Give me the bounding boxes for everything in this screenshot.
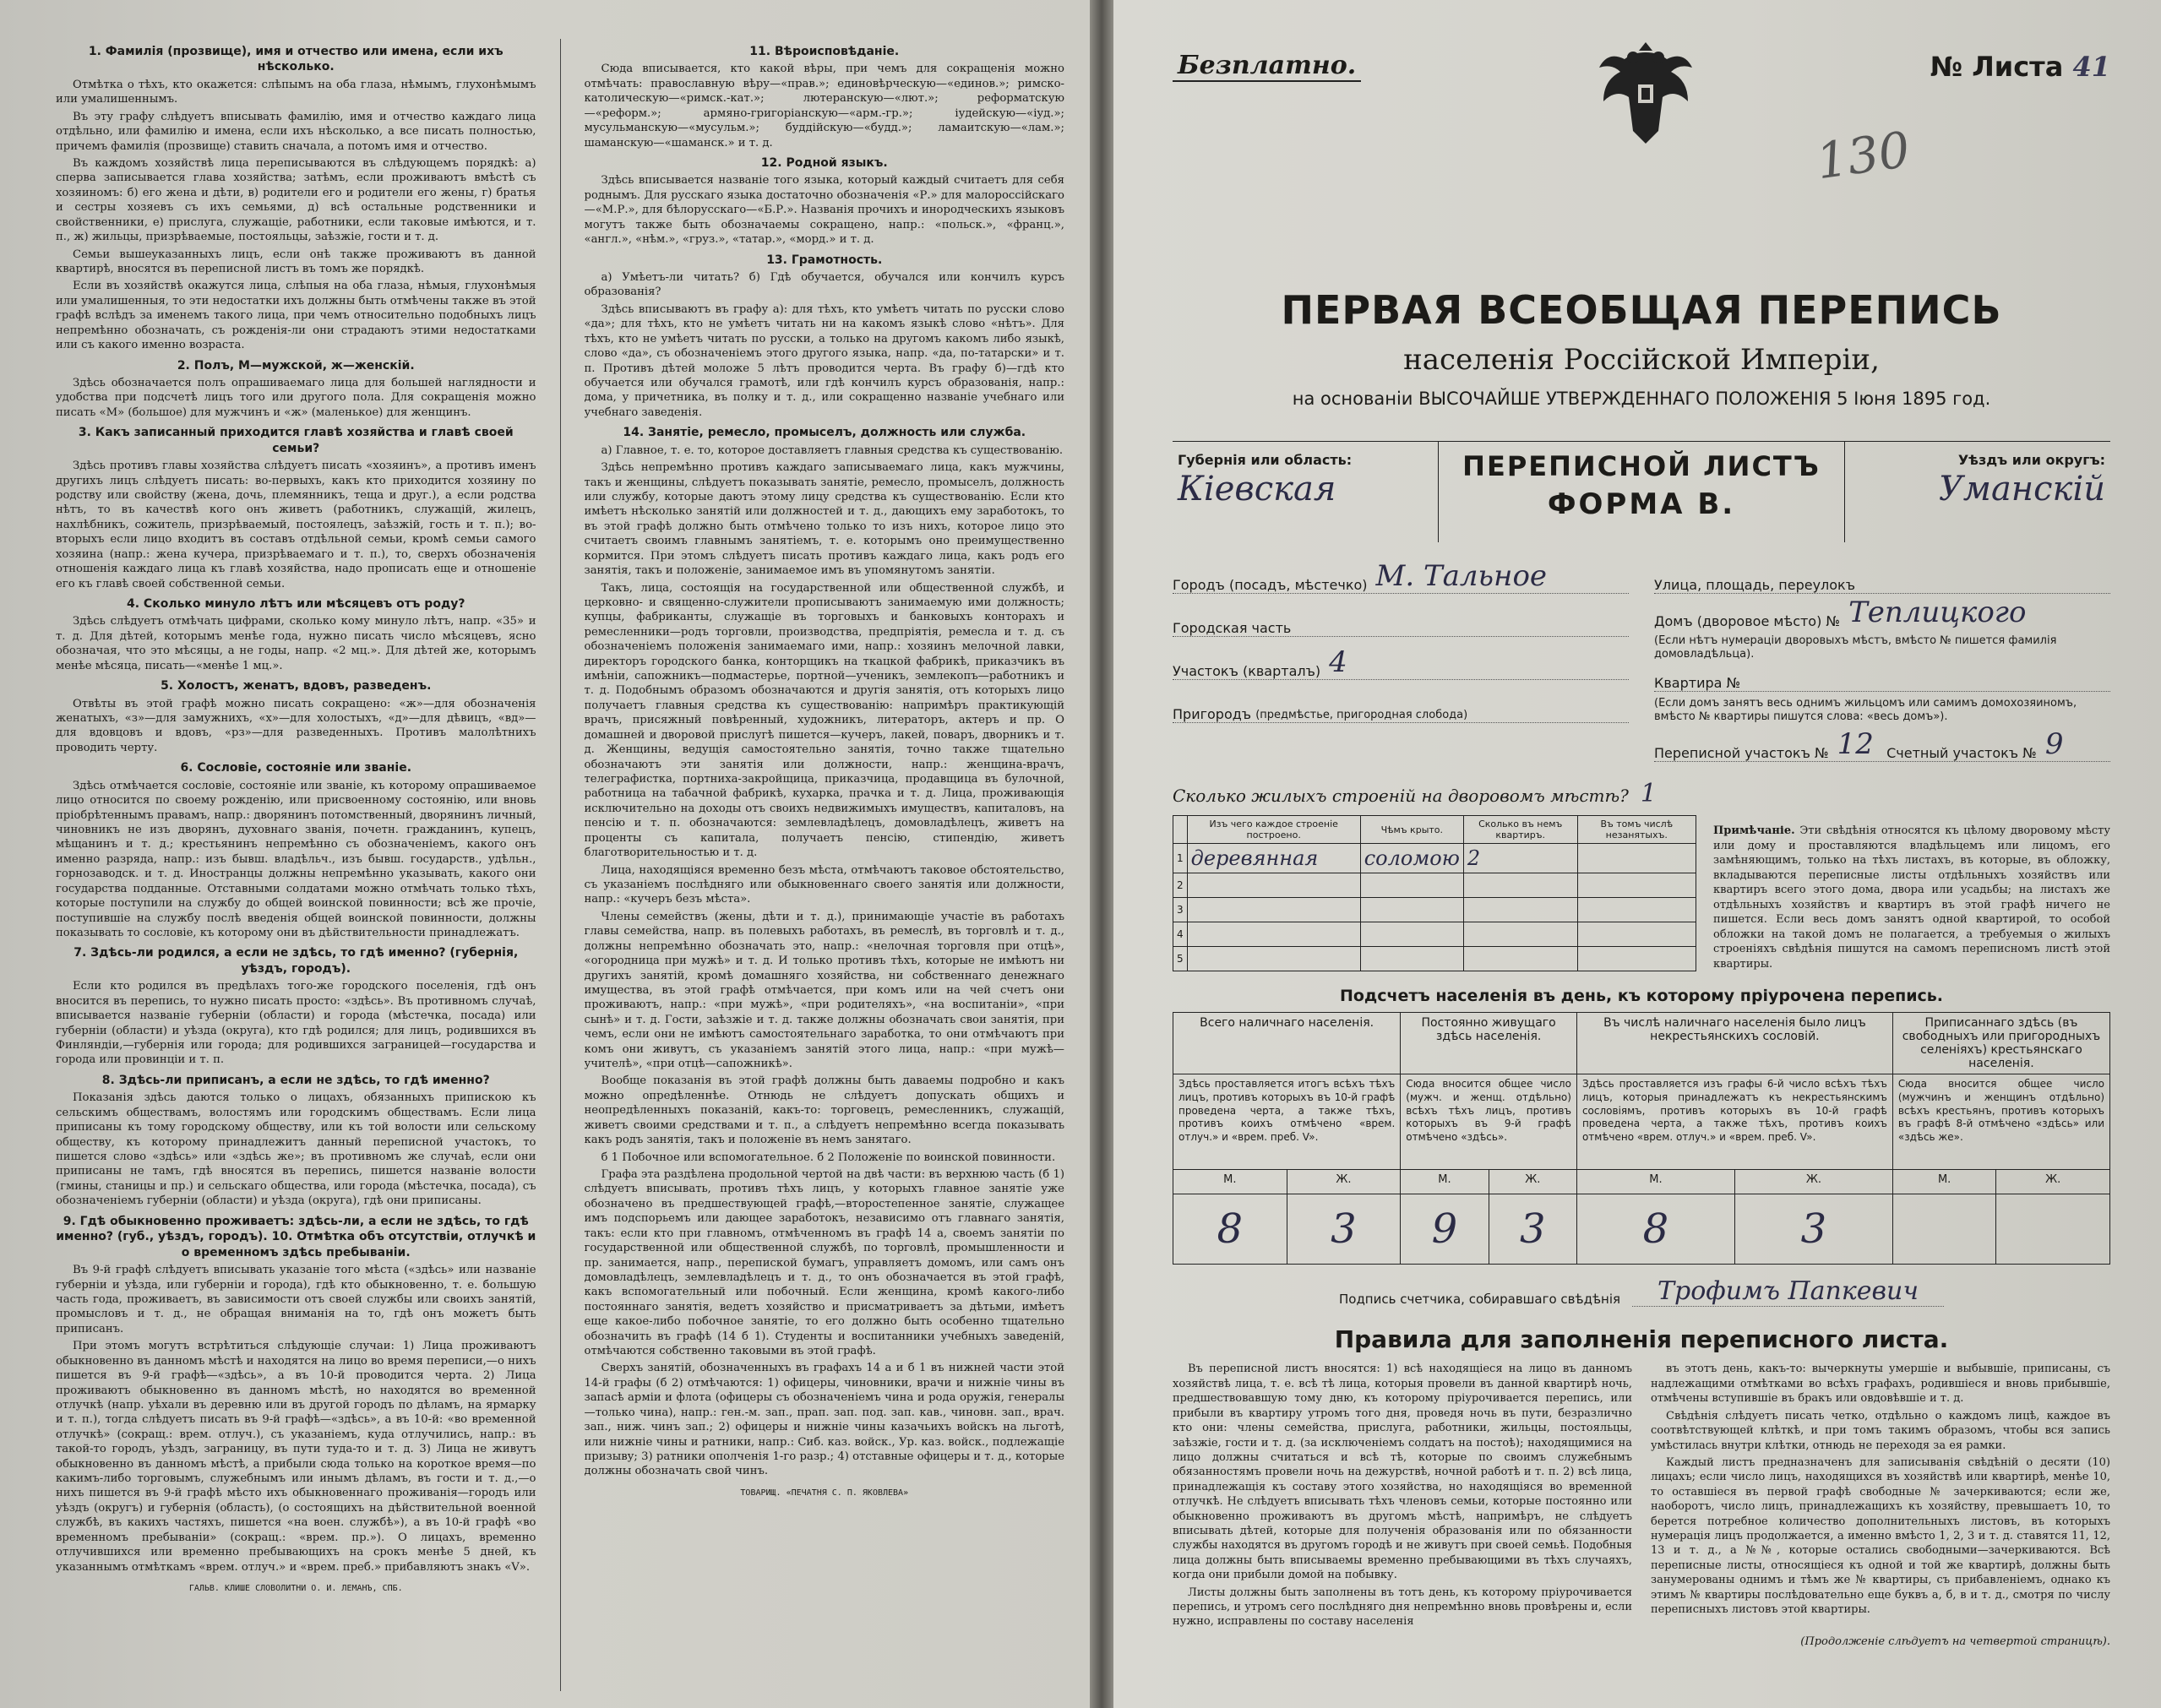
paragraph: Здѣсь слѣдуетъ отмѣчать цифрами, сколько кому минуло лѣтъ, напр. «35» и т. д. Для дѣтей, которымъ менѣе года, нужно писать число мѣсяцевъ, ясно обозначая, что это мѣсяцы, а не годы, напр. «2 мц.». Для дѣтей же, которымъ менѣе мѣсяца, писать—«менѣе 1 мц.». [56,615,536,672]
table-cell [1187,922,1360,947]
ulitsa-label: Улица, площадь, переулокъ [1654,577,1856,593]
male-count [1892,1194,1996,1265]
table-cell [1577,844,1696,873]
table-cell [1577,898,1696,922]
row-number: 4 [1173,922,1188,947]
book-gutter [1090,0,1113,1708]
paragraph: Графа эта раздѣлена продольной чертой на двѣ части: въ верхнюю часть (б 1) слѣдуетъ вписывать, противъ тѣхъ лицъ, у которыхъ главное занятіе уже обозначено въ предшествующей графѣ,—второстепенное занятіе, служащее имъ подспорьемъ или дающее заработокъ, независимо отъ главнаго занятія, такъ: если кто при главномъ, отмѣченномъ въ графѣ 14 а, своемъ занятіи по государственной или общественной службѣ, по торговлѣ, промышленности и пр. занимается, напр., перепиской бумагъ, управляетъ домомъ, или самъ онъ домовладѣлецъ, землевладѣлецъ и т. д., то онъ обозначается въ этой графѣ, какъ вспомогательный или побочный. Если женщина, кромѣ какого-либо постояннаго занятія, ведетъ хозяйство и присматриваетъ за дѣтьми, имѣетъ еще какое-либо побочное занятіе, то его должно быть особенно тщательно обозначить въ графѣ (14 б 1). Студенты и воспитанники учебныхъ заведеній, отмѣчаются собственно таковыми въ этой графѣ. [584,1167,1064,1358]
paragraph: б 1 Побочное или вспомогательное. б 2 Положеніе по воинской повинности. [601,1150,1056,1164]
paragraph: Здѣсь вписываютъ въ графу а): для тѣхъ, кто умѣетъ читать по русски слово «да»; для тѣхъ, кто не умѣетъ читать ни на какомъ языкѣ слово «нѣтъ». Для тѣхъ, кто не умѣетъ читать по русски, а только на другомъ какомъ либо языкѣ, слово «да», съ обозначеніемъ этого другого языка, напр. «да, по-татарски» и т. п. Противъ дѣтей моложе 5 лѣтъ проводится черта. Въ графу б)—гдѣ кто обучается или обучался грамотѣ, или гдѣ кончилъ курсъ образованія, напр.: дома, у причетника, въ полку и т. д., или сокращенно названіе учебнаго или учебнаго заведенія. [584,302,1064,419]
section-heading: 13. Грамотность. [766,253,883,267]
paragraph: Въ 9-й графѣ слѣдуетъ вписывать указаніе того мѣста («здѣсь» или названіе губерніи и уѣзда, или губерніи и города), гдѣ кто обыкновенно, т. е. большую часть года, проживаетъ, въ зависимости отъ своей службы или своихъ занятій, промысловъ и т. д., не обращая вниманія на то, гдѣ онъ можетъ быть приписанъ. [56,1264,536,1335]
section-heading: 11. Вѣроисповѣданіе. [749,45,900,58]
table-cell [1577,922,1696,947]
paragraph: Въ каждомъ хозяйствѣ лица переписываются въ слѣдующемъ порядкѣ: а) сперва записывается глава хозяйства; затѣмъ, если проживаютъ вмѣстѣ съ хозяиномъ: б) его жена и дѣти, в) родители его и родители его жены, г) братья и сестры хозяевъ съ ихъ семьями, д) всѣ остальные родственники и свойственники, е) прислуга, служащіе, работники, если таковые имѣются, и т. п., ж) жильцы, призрѣваемые, постояльцы, заѣзжіе, гости и т. д. [56,157,536,244]
table-cell [1463,898,1577,922]
population-count-table [1173,1012,2110,1265]
section-heading: 12. Родной языкъ. [760,156,888,170]
table-cell [1463,873,1577,898]
census-subtitle: населенія Россійской Имперіи, [1403,343,1880,377]
paragraph: Сверхъ занятій, обозначенныхъ въ графахъ 14 а и б 1 въ нижней части этой 14-й графы (б 2) отмѣчаются: 1) офицеры, чиновники, врачи и нижніе чины въ запасѣ арміи и флота (офицеры съ обозначеніемъ чина и рода оружія, генералы—только чина), напр.: ген.-м. зап., прап. зап. под. зап. кав., чиновн. зап., врач. зап., ниж. чинъ зап.; 2) офицеры и нижніе чины казачьихъ войскъ на льготѣ, или нижніе чины и ратники, напр.: Сиб. каз. войск., Ур. каз. войск., подлежащіе призыву; 3) ратники ополченія 1-го разр.; 4) отставные офицеры и т. д., которые должны обозначать свой чинъ. [584,1362,1064,1478]
rules-paragraph: Листы должны быть заполнены въ тотъ день, къ которому пріурочивается перепись, и утромъ сего послѣдняго дня непремѣнно вновь провѣрены и, если нужно, исправлены по составу населенія [1173,1586,1632,1629]
section-heading: 9. Гдѣ обыкновенно проживаетъ: здѣсь-ли, а если не здѣсь, то гдѣ именно? (губ., уѣздъ, городъ). 10. Отмѣтка объ отсутствіи, отлучкѣ и о временномъ здѣсь пребываніи. [56,1214,536,1259]
chast-label: Городская часть [1173,620,1292,636]
form-header [1173,441,2110,542]
male-label: М. [1173,1170,1287,1194]
kvartira-line [1654,662,2110,692]
signature-label: Подпись счетчика, собиравшаго свѣдѣнія [1338,1292,1621,1308]
paragraph: а) Умѣетъ-ли читать? б) Гдѣ обучается, обучался или кончилъ курсъ образованія? [584,271,1064,299]
rules-continued: (Продолженіе слѣдуетъ на четвертой страницѣ). [1800,1635,2110,1648]
rules-column-left [1173,1362,1632,1631]
census-decree: на основаніи ВЫСОЧАЙШЕ УТВЕРЖДЕННАГО ПОЛОЖЕНІЯ 5 Іюня 1895 год. [1292,389,1991,409]
female-label: Ж. [1734,1170,1892,1194]
table-cell [1360,947,1463,971]
section-heading: 5. Холостъ, женатъ, вдовъ, разведенъ. [161,679,432,694]
instructions-column-1 [56,39,536,1691]
table-cell [1360,898,1463,922]
paragraph: Показанія здѣсь даются только о лицахъ, обязанныхъ припискою къ сельскимъ обществамъ, волостямъ или городскимъ обществамъ. Если лица приписаны къ тому городскому обществу, или къ той волости или сельскому обществу, къ которому принадлежитъ данный переписной участокъ, то пишется слово «здѣсь» или «здѣсь же»; въ противномъ же случаѣ, если они приписаны не тамъ, гдѣ вносятся въ перепись, пишется названіе волости (гмины, станицы и пр.) и сельскаго общества, или города (мѣстечка, посада), съ обозначеніемъ губерніи (области) и уѣзда (округа), гдѣ они приписаны. [56,1091,536,1208]
guberniya-field [1173,441,1438,542]
female-label: Ж. [1287,1170,1401,1194]
signature-value: Трофимъ Папкевич [1632,1276,1944,1307]
note-text: Эти свѣдѣнія относятся къ цѣлому дворовому мѣсту или дому и проставляются владѣльцемъ или лицомъ, его замѣняющимъ, только на тѣхъ листахъ, въ которые, въ обложку, вкладываются переписные листы отдѣльныхъ хозяйствъ или квартиръ всего этого дома, двора или усадьбы; на листахъ же отдѣльныхъ хозяйствъ и квартиръ въ этой графѣ ничего не пишется. Если весь домъ занятъ одной квартирой, то особой обложки на такой домъ не полагается, а требуемыя о жилыхъ строеніяхъ свѣдѣнія пишутся на самомъ переписномъ листѣ этой квартиры. [1713,824,2110,971]
male-label: М. [1576,1170,1734,1194]
count-header: Въ числѣ наличнаго населенія было лицъ некрестьянскихъ сословій. [1576,1013,1892,1074]
paragraph: Семьи вышеуказанныхъ лицъ, если онѣ также проживаютъ въ данной квартирѣ, вносятся въ переписной листъ въ томъ же порядкѣ. [56,247,536,275]
rules-column-right [1651,1362,2110,1631]
perep-uchastok-value: 12 [1837,727,1874,761]
male-count: 9 [1401,1194,1489,1265]
paragraph: Въ эту графу слѣдуетъ вписывать фамилію, имя и отчество каждаго лица отдѣльно, или фамилію и имена, если ихъ нѣсколько, а все писать полностью, причемъ фамилія (прозвище) ставить сначала, а потомъ имя и отчество. [56,110,536,153]
row-number: 3 [1173,898,1188,922]
table-row [1173,922,1696,947]
uezd-label: Уѣздъ или округъ: [1957,452,2105,468]
table-cell [1577,873,1696,898]
paragraph: При этомъ могутъ встрѣтиться слѣдующіе случаи: 1) Лица проживаютъ обыкновенно въ данномъ мѣстѣ и находятся на лицо во время переписи,—о нихъ пишется въ 9-й графѣ—«здѣсь», а въ 10-й проводится черта. 2) Лица проживаютъ обыкновенно въ данномъ мѣстѣ, но находятся во временной отлучкѣ (напр. уѣхали въ деревню или въ другой городъ по дѣламъ, на ярмарку и т. п.), тогда слѣдуетъ писать въ 9-й графѣ—«здѣсь», а въ 10-й: «во временной отлучкѣ» (сокращ.: врем. отлуч.), съ указаніемъ, куда отлучились, напр.: въ такой-то городъ, уѣздъ, заграницу, въ пути туда-то и т. д. 3) Лица не живутъ обыкновенно въ данномъ мѣстѣ, а прибыли сюда только на короткое время—по какимъ-либо торговымъ, служебнымъ или инымъ дѣламъ, въ гости и т. д.,—о нихъ пишется въ 9-й графѣ мѣсто ихъ обыкновеннаго проживанія—городъ или уѣздъ (округъ) и губернія (область), (о состоящихъ на дѣйствительной военной службѣ, въ какихъ частяхъ, пишется «на воен. службѣ»), а въ 10-й графѣ «во временномъ пребываніи» (сокращ.: «врем. пр.»). О лицахъ, временно отлучившихся или временно пребывающихъ на срокъ менѣе 5 дней, къ указаннымъ отмѣткамъ «врем. отлуч.» и «врем. преб.» прибавляютъ знакъ «V». [56,1340,536,1574]
uchastok-value: 4 [1329,645,1347,679]
table-cell [1463,947,1577,971]
table-cell [1360,922,1463,947]
count-description: Здѣсь проставляется изъ графы 6-й число всѣхъ тѣхъ лицъ, которыя принадлежатъ къ некрестьянскимъ сословіямъ, противъ которыхъ въ 10-й графѣ проведена черта, а также тѣхъ, противъ коихъ отмѣчено «врем. отлуч.» и «врем. преб. V». [1576,1074,1892,1170]
buildings-question [1173,779,2110,808]
schet-uchastok-value: 9 [2044,727,2064,761]
male-label: М. [1892,1170,1996,1194]
male-count: 8 [1173,1194,1287,1265]
buildings-table [1173,815,1696,971]
uchastok-label: Участокъ (кварталъ) [1173,663,1321,679]
paragraph: Здѣсь противъ главы хозяйства слѣдуетъ писать «хозяинъ», а противъ именъ другихъ лицъ слѣдуетъ писать: во-первыхъ, какъ кто приходится хозяину по родству или свойству (жена, дочь, племянникъ, теща и друг.), а если родства нѣтъ, то въ качествѣ кого онъ живетъ (работникъ, служащій, жилецъ, нахлѣбникъ, сожитель, призрѣваемый, постоялецъ, заѣзжій, гость и т. п.); во-вторыхъ если лицо входитъ въ составъ отдѣльной семьи, кромѣ семьи самого хозяина (напр.: жена кучера, призрѣваемаго и т. п.), то, сверхъ обозначенія отношенія каждаго лица къ главѣ хозяйства, надо прописать еще и отношеніе его къ главѣ своей собственной семьи. [56,460,536,590]
dom-line [1654,596,2110,629]
prigorod-label: Пригородъ [1173,706,1252,722]
paragraph: Сюда вписывается, кто какой вѣры, при чемъ для сокращенія можно отмѣчать: православную вѣру—«прав.»; единовѣрческую—«единов.»; римско-католическую—«римск.-кат.»; лютеранскую—«лют.»; реформатскую—«реформ.»; армяно-григоріанскую—«арм.-гр.»; іудейскую—«іуд.»; мусульманскую—«мусульм.»; буддійскую—«будд.»; ламаитскую—«лам.»; шаманскую—«шаманск.» и т. д. [584,63,1064,150]
male-label: М. [1401,1170,1489,1194]
free-label: Безплатно. [1173,51,1361,82]
female-count: 3 [1287,1194,1401,1265]
paragraph: Здѣсь непремѣнно противъ каждаго записываемаго лица, какъ мужчины, такъ и женщины, слѣдуетъ показывать занятіе, ремесло, промыселъ, должность или службу, которые даютъ этому лицу средства къ существованію. Если кто имѣетъ нѣсколько занятій или должностей и т. д., дающихъ ему заработокъ, то въ этой графѣ должно быть отмѣчено только то изъ нихъ, которое лицо это считаетъ своимъ главнымъ занятіемъ, т. е. которымъ оно преимущественно кормится. При этомъ слѣдуетъ писать противъ каждаго лица, какъ родъ его занятія, такъ и положеніе, занимаемое имъ въ упомянутомъ занятіи. [584,461,1064,578]
pencil-annotation: 130 [1812,120,1913,191]
prigorod-note: (предмѣстье, пригородная слобода) [1255,708,1468,721]
kvartira-note: (Если домъ занятъ весь однимъ жильцомъ или самимъ домохозяиномъ, вмѣсто № квартиры пишутся слова: «весь домъ»). [1654,696,2077,723]
uchastok-line [1173,642,1629,680]
gorod-value: М. Тальное [1375,559,1548,593]
female-count: 3 [1489,1194,1576,1265]
table-row [1173,947,1696,971]
table-cell: соломою [1360,844,1463,873]
double-headed-eagle-icon [1591,25,1701,152]
uezd-value: Уманскій [1938,470,2105,509]
female-count [1996,1194,2110,1265]
table-row [1173,844,1696,873]
census-title: ПЕРВАЯ ВСЕОБЩАЯ ПЕРЕПИСЬ [1281,287,2002,333]
ulitsa-line [1654,556,2110,594]
table-cell [1463,922,1577,947]
paragraph: Такъ, лица, состоящія на государственной или общественной службѣ, и церковно- и священно-служители прописываютъ занимаемую ими должность; купцы, фабриканты, служащіе въ торговыхъ и банковыхъ конторахъ и ремесленники—родъ торговли, производства, предпріятія, ремесла и т. д. съ обозначеніемъ положенія занимаемаго ими, напр.: хозяинъ мелочной лавки, директоръ городского банка, конторщикъ на ткацкой фабрикѣ, приказчикъ въ имѣніи, сапожникъ—подмастерье, портной—ученикъ, землекопъ—работникъ и т. д. Подобнымъ образомъ обозначаются и другія занятія, отъ которыхъ лицо получаетъ главныя средства къ существованію: напримѣръ практикующій врачъ, присяжный повѣренный, художникъ, литераторъ, актеръ и пр. О домашней и дворовой прислугѣ пишется—кучеръ, лакей, поваръ, дворникъ и т. д. Женщины, ведущія самостоятельно занятія, точно также тщательно обозначаютъ эти занятія или должности, напр.: женщина-врачъ, телеграфистка, портниха-закройщица, приказчица, продавщица въ булочной, работница на табачной фабрикѣ, кухарка, прачка и т. д. Лица, проживающія исключительно на доходы отъ своихъ недвижимыхъ имуществъ, капиталовъ, на пенсію и т. п. обозначаются: землевладѣлецъ, домовладѣлецъ, живетъ на проценты съ капитала, получаетъ пенсію, стипендію, живетъ благотворительностью и т. д. [584,581,1064,860]
rules-text [1173,1362,2110,1631]
paragraph: Лица, находящіяся временно безъ мѣста, отмѣчаютъ таковое обстоятельство, съ указаніемъ послѣдняго или обыкновеннаго своего занятія или должности, напр.: «кучеръ безъ мѣста». [584,863,1064,906]
female-count: 3 [1734,1194,1892,1265]
uchastki-line [1654,724,2110,762]
enumerator-signature [1173,1276,2110,1307]
rules-paragraph: Свѣдѣнія слѣдуетъ писать четко, отдѣльно о каждомъ лицѣ, каждое въ соотвѣтствующей клѣткѣ, и при томъ такимъ образомъ, чтобы вся запись умѣстилась внутри клѣтки, отнюдь не переходя за ея рамки. [1651,1409,2110,1452]
form-title-box [1438,441,1845,542]
paragraph: а) Главное, т. е. то, которое доставляетъ главныя средства къ существованію. [601,443,1064,457]
row-number: 5 [1173,947,1188,971]
dom-label: Домъ (дворовое мѣсто) № [1654,613,1841,629]
paragraph: Члены семействъ (жены, дѣти и т. д.), принимающіе участіе въ работахъ главы семейства, напр. въ полевыхъ работахъ, въ ремеслѣ, въ торговлѣ и т. д., должны непремѣнно обозначать это, напр.: «нелочная торговля при отцѣ», «огородница при мужѣ» и т. д. И только противъ тѣхъ, которые не имѣютъ ни другихъ занятій, кромѣ домашняго хозяйства, ни собственнаго денежнаго имущества, въ этой графѣ отмѣчается, при комъ или на чей счетъ они проживаютъ, напр.: «при мужѣ», «при родителяхъ», «на воспитаніи», «при сынѣ» и т. д. Гости, заѣзжіе и т. д. также должны обозначать свои занятія, при чемъ, если они не имѣютъ самостоятельнаго заработка, то они отмѣчаютъ при комъ они живутъ, съ указаніемъ занятій этого лица, напр.: «при мужѣ—учителѣ», «при отцѣ—сапожникѣ». [584,910,1064,1071]
gorod-label: Городъ (посадъ, мѣстечко) [1173,577,1368,593]
table-cell [1577,947,1696,971]
guberniya-label: Губернія или область: [1178,452,1353,468]
male-count: 8 [1576,1194,1734,1265]
paragraph: Здѣсь отмѣчается сословіе, состояніе или званіе, къ которому опрашиваемое лицо относится по своему рожденію, или присвоенному состоянію, или вновь пріобрѣтеннымъ правамъ, напр.: дворянинъ потомственный, дворянинъ личный, чиновникъ не изъ дворянъ, духовнаго званія, почетн. гражданинъ, купецъ, мѣщанинъ и т. д.; крестьянинъ непремѣнно съ обозначеніемъ, какого онъ именно разряда, напр.: изъ бывш. владѣльч., изъ бывш. государств., удѣльн., горнозаводск. и т. д. Иностранцы должны непремѣнно указывать, какого они государства подданные. Отставными солдатами можно отмѣчать только тѣхъ, которые поступили на службу до общей воинской повинности; всѣ же прочіе, поступившіе на службу послѣ введенія общей воинской повинности, должны показывать то сословіе, къ которому они въ дѣйствительности принадлежатъ. [56,779,536,939]
count-description: Здѣсь проставляется итогъ всѣхъ тѣхъ лицъ, противъ которыхъ въ 10-й графѣ проведена черта, а также тѣхъ, противъ коихъ отмѣчено «врем. отлуч.» и «врем. преб. V». [1173,1074,1401,1170]
rules-paragraph: въ этотъ день, какъ-то: вычеркнуты умершіе и выбывшіе, приписаны, съ надлежащими отмѣтками во всѣхъ графахъ, родившіеся и вновь прибывшіе, отмѣчены вступившіе въ бракъ или овдовѣвшіе и т. д. [1651,1363,2110,1406]
table-row [1173,873,1696,898]
table-cell [1187,898,1360,922]
paragraph: Здѣсь вписывается названіе того языка, который каждый считаетъ для себя роднымъ. Для русскаго языка достаточно обозначенія «Р.» для малороссійскаго—«М.Р.», для бѣлорусскаго—«Б.Р.». Названія прочихъ и инородческихъ языковъ могутъ также быть обозначаемы сокращено, напр.: «польск.», «франц.», «англ.», «нѣм.», «груз.», «татар.», «морд.» и т. д. [584,174,1064,247]
paragraph: Если кто родился въ предѣлахъ того-же городского поселенія, гдѣ онъ вносится въ перепись, то нужно писать просто: «здѣсь». Въ противномъ случаѣ, вписывается названіе губерніи (области) и города (мѣстечка, посада) или губерніи (области) и уѣзда (округа), кто гдѣ родился; для лицъ, родившихся въ Финляндіи,—губернія или города; для родившихся заграницей—государства и города или провинціи и т. п. [56,980,536,1067]
instructions-column-2 [585,39,1065,1691]
table-cell: 2 [1463,844,1577,873]
table-cell [1360,873,1463,898]
dom-note: (Если нѣтъ нумераціи дворовыхъ мѣстъ, вмѣсто № пишется фамилія домовладѣльца). [1654,634,2057,661]
prigorod-line [1173,685,1629,723]
sheet-number-label: № Листа [1930,51,2064,83]
section-heading: 6. Сословіе, состояніе или званіе. [180,761,412,775]
paragraph: Здѣсь обозначается полъ опрашиваемаго лица для большей наглядности и удобства при подсчетѣ лицъ того или другого пола. Для сокращенія можно писать «М» (большое) для мужчинъ и «ж» (маленькое) для женщинъ. [56,377,536,419]
buildings-header-num [1173,816,1188,844]
table-cell: деревянная [1187,844,1360,873]
census-form-page [1113,0,2161,1708]
form-title: ПЕРЕПИСНОЙ ЛИСТЪ [1462,450,1821,482]
rules-paragraph: Въ переписной листъ вносятся: 1) всѣ находящіеся на лицо въ данномъ хозяйствѣ лица, т. е. всѣ тѣ лица, которыя провели въ данной квартирѣ ночь, предшествовавшую тому дню, къ которому пріурочивается перепись, или прибыли въ квартиру утромъ того дня, проведя ночь въ пути, безразлично кто они: члены семейства, прислуга, работники, жильцы, постояльцы, заѣзжіе, гости и т. д. (за исключеніемъ солдатъ на постоѣ); находящимися на лицо должны считаться и всѣ тѣ, которые по своимъ служебнымъ обязанностямъ провели ночь на дежурствѣ, ночной работѣ и т. п. 2) всѣ лица, принадлежащія къ составу этого хозяйства, но находящіяся во временной отлучкѣ. Не слѣдуетъ вписывать тѣхъ членовъ семьи, которые постоянно или обыкновенно проживаютъ въ другомъ мѣстѣ, напримѣръ, не слѣдуетъ вписывать дѣтей, которые для полученія образованія или по обязанности службы находятся въ другомъ городѣ и не живутъ при своей семьѣ. Подобныя лица должны быть вписываемы временно пребывающими въ тѣхъ случаяхъ, когда они прибыли домой на побывку. [1173,1363,1632,1582]
buildings-header: Сколько въ немъ квартиръ. [1463,816,1577,844]
section-heading: 2. Полъ, М—мужской, ж—женскій. [177,358,415,373]
count-header: Постоянно живущаго здѣсь населенія. [1401,1013,1577,1074]
buildings-header: Чѣмъ крыто. [1360,816,1463,844]
rules-title: Правила для заполненія переписного листа. [1334,1325,1949,1354]
female-label: Ж. [1489,1170,1576,1194]
table-cell [1187,947,1360,971]
section-heading: 8. Здѣсь-ли приписанъ, а если не здѣсь, то гдѣ именно? [101,1073,490,1087]
guberniya-value: Кіевская [1178,470,1336,509]
sheet-number-value: 41 [2072,51,2110,83]
chast-line [1173,599,1629,637]
address-block [1173,556,2110,767]
paragraph: Если въ хозяйствѣ окажутся лица, слѣпыя на оба глаза, нѣмыя, глухонѣмыя или умалишенныя, то эти недостатки ихъ должны быть отмѣчены также въ этой графѣ вслѣдъ за именемъ такого лица, при чемъ относительно подобныхъ лицъ непремѣнно обозначать, съ рожденія-ли они страдаютъ этими недостатками или съ какого именно возраста. [56,280,536,352]
section-heading: 3. Какъ записанный приходится главѣ хозяйства и главѣ своей семьи? [78,426,514,455]
section-heading: 4. Сколько минуло лѣтъ или мѣсяцевъ отъ роду? [126,597,465,611]
schet-uchastok-label: Счетный участокъ № [1886,745,2037,761]
row-number: 1 [1173,844,1188,873]
buildings-note [1713,815,2110,971]
paragraph: Отмѣтка о тѣхъ, кто окажется: слѣпымъ на оба глаза, нѣмымъ, глухонѣмымъ или умалишеннымъ. [56,78,536,106]
table-row [1173,898,1696,922]
uezd-field [1845,441,2110,542]
buildings-question-text: Сколько жилыхъ строеній на дворовомъ мѣстѣ? [1173,786,1629,806]
table-cell [1187,873,1360,898]
count-header: Приписаннаго здѣсь (въ свободныхъ или пригородныхъ селеніяхъ) крестьянскаго населенія. [1892,1013,2109,1074]
column-divider [560,39,561,1691]
section-heading: 14. Занятіе, ремесло, промыселъ, должность или служба. [623,426,1026,440]
count-title: Подсчетъ населенія въ день, къ которому пріурочена перепись. [1339,987,1944,1006]
perep-uchastok-label: Переписной участокъ № [1654,745,1829,761]
gorod-line [1173,556,1629,594]
dom-value: Теплицкого [1848,596,2027,629]
printer-imprint: ГАЛЬВ. КЛИШЕ СЛОВОЛИТНИ О. И. ЛЕМАНЪ, СПБ. [188,1584,403,1593]
buildings-header: Изъ чего каждое строеніе построено. [1187,816,1360,844]
kvartira-label: Квартира № [1654,674,1741,691]
sheet-number [1930,51,2110,83]
buildings-header: Въ томъ числѣ незанятыхъ. [1577,816,1696,844]
paragraph: Вообще показанія въ этой графѣ должны быть даваемы подробно и какъ можно опредѣленнѣе. Отнюдь не слѣдуетъ допускать общихъ и неопредѣленныхъ показаній, какъ-то: торговецъ, ремесленникъ, служащій, живетъ своими средствами и т. п., а слѣдуетъ непремѣнно всегда показывать какъ родъ занятія, такъ и положеніе въ немъ занятаго. [584,1074,1064,1147]
paragraph: Отвѣты въ этой графѣ можно писать сокращено: «ж»—для обозначенія женатыхъ, «з»—для замужнихъ, «х»—для холостыхъ, «д»—для дѣвицъ, «вд»—для вдовцовъ и вдовъ, «рз»—для разведенныхъ. Противъ малолѣтнихъ проводить черту. [56,697,536,754]
count-description: Сюда вносится общее число (мужчинъ и женщинъ отдѣльно) всѣхъ крестьянъ, противъ которыхъ въ графѣ 8-й отмѣчено «здѣсь» или «здѣсь же». [1892,1074,2109,1170]
form-letter: ФОРМА В. [1547,487,1736,521]
rules-paragraph: Каждый листъ предназначенъ для записыванія свѣдѣній о десяти (10) лицахъ; если число лицъ, находящихся въ хозяйствѣ или квартирѣ, менѣе 10, то оставшіеся въ первой графѣ свободные № зачеркиваются; если же, наоборотъ, число лицъ, принадлежащихъ къ хозяйству, превышаетъ 10, то берется потребное количество дополнительныхъ листовъ, въ которыхъ нумерація лицъ продолжается, а именно вмѣсто 1, 2, 3 и т. д. ставятся 11, 12, 13 и т. д., а №№, которые остались свободными—зачеркиваются. Всѣ переписные листы, относящіеся къ одной и той же квартирѣ, должны быть занумерованы однимъ и тѣмъ же № квартиры, съ прибавленіемъ, однако къ этимъ № квартиры послѣдовательно еще буквъ а, б, в и т. д., смотря по числу переписныхъ листовъ этой квартиры. [1651,1455,2110,1616]
row-number: 2 [1173,873,1188,898]
count-header: Всего наличнаго населенія. [1173,1013,1401,1074]
section-heading: 1. Фамилія (прозвище), имя и отчество или имена, если ихъ нѣсколько. [88,45,504,74]
female-label: Ж. [1996,1170,2110,1194]
buildings-answer: 1 [1640,779,1657,808]
printer-imprint: ТОВАРИЩ. «ПЕЧАТНЯ С. П. ЯКОВЛЕВА» [740,1488,909,1498]
section-heading: 7. Здѣсь-ли родился, а если не здѣсь, то гдѣ именно? (губернія, уѣздъ, городъ). [73,946,519,976]
note-label: Примѣчаніе. [1713,824,1795,837]
count-description: Сюда вносится общее число (мужч. и женщ. отдѣльно) всѣхъ тѣхъ лицъ, противъ которыхъ въ 9-й графѣ отмѣчено «здѣсь». [1401,1074,1577,1170]
